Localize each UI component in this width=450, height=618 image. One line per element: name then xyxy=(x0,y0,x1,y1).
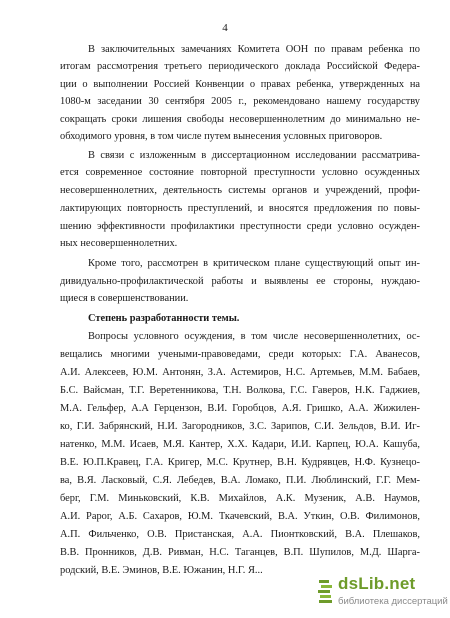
text-line: итогам рассмотрения третьего периодического доклада Российской Федера- xyxy=(60,61,420,72)
section-heading: Степень разработанности темы. xyxy=(88,313,240,324)
text-line: М.А. Гельфер, А.А Герцензон, В.И. Горобцов, А.Я. Гришко, А.А. Жижилен- xyxy=(60,403,420,414)
book-stack-icon xyxy=(318,578,334,608)
text-line: шению эффективности профилактики преступности среди условно осужден- xyxy=(60,221,420,232)
text-line: ных несовершеннолетних. xyxy=(60,238,178,249)
text-line: 1080-м заседании 30 сентября 2005 г., рекомендовано нашему государству xyxy=(60,96,420,107)
watermark-name: dsLib.net xyxy=(338,574,416,593)
watermark-logo[interactable] xyxy=(318,574,448,614)
text-line: В связи с изложенным в диссертационном исследовании рассматрива- xyxy=(88,150,420,161)
text-line: дивидуально-профилактической работы и выявлены ее стороны, нуждаю- xyxy=(60,276,420,287)
text-line: родский, В.Е. Эминов, В.Е. Южанин, Н.Г. Я... xyxy=(60,565,263,576)
text-line: Кроме того, рассмотрен в критическом плане существующий опыт ин- xyxy=(88,258,420,269)
page-number: 4 xyxy=(222,22,228,34)
text-line: натенко, М.М. Исаев, М.Я. Кантер, Х.Х. Кадари, И.И. Карпец, Ю.А. Кашуба, xyxy=(60,439,420,450)
text-line: несовершеннолетних, деятельность системы органов и учреждений, профи- xyxy=(60,185,420,196)
text-line: В.В. Пронников, Д.В. Ривман, Н.С. Таганцев, В.П. Шупилов, М.Д. Шарга- xyxy=(60,547,420,558)
text-line: В заключительных замечаниях Комитета ООН по правам ребенка по xyxy=(88,44,420,55)
watermark-subtitle: библиотека диссертаций xyxy=(338,596,448,607)
text-line: В.Е. Ю.П.Кравец, Г.А. Кригер, М.С. Крутнер, В.Н. Кудрявцев, Н.Ф. Кузнецо- xyxy=(60,457,420,468)
text-line: вещались многими учеными-правоведами, среди которых: Г.А. Аванесов, xyxy=(60,349,420,360)
text-line: обходимого уровня, в том числе путем вынесения условных приговоров. xyxy=(60,131,383,142)
text-line: ко, Г.И. Забрянский, Н.И. Загородников, З.С. Зарипов, С.И. Зельдов, В.И. Иг- xyxy=(60,421,420,432)
text-line: ва, В.Я. Ласковый, С.Я. Лебедев, В.А. Ломако, П.И. Люблинский, Г.Г. Мем- xyxy=(60,475,420,486)
text-line: ется современное состояние повторной преступности условно осужденных xyxy=(60,167,420,178)
text-line: лактирующих повторность преступлений, и вносятся предложения по повы- xyxy=(60,203,420,214)
text-line: ции о выполнении Россией Конвенции о правах ребенка, утвержденных на xyxy=(60,79,420,90)
text-line: сокращать сроки лишения свободы несовершеннолетним до минимально не- xyxy=(60,114,420,125)
text-line: Б.С. Вайсман, Т.Г. Веретенникова, Т.Н. Волкова, Г.С. Гаверов, Н.К. Гаджиев, xyxy=(60,385,420,396)
text-line: А.И. Алексеев, Ю.М. Антонян, З.А. Астемиров, Н.С. Артемьев, М.М. Бабаев, xyxy=(60,367,420,378)
text-line: Вопросы условного осуждения, в том числе несовершеннолетних, ос- xyxy=(88,331,420,342)
text-line: щиеся в совершенствовании. xyxy=(60,293,189,304)
text-line: А.П. Фильченко, О.В. Пристанская, А.А. Пионтковский, В.А. Плешаков, xyxy=(60,529,420,540)
text-line: берг, Г.М. Миньковский, К.В. Михайлов, А.К. Музеник, А.В. Наумов, xyxy=(60,493,420,504)
text-line: А.И. Рарог, А.Б. Сахаров, Ю.М. Ткачевский, В.А. Уткин, О.В. Филимонов, xyxy=(60,511,420,522)
